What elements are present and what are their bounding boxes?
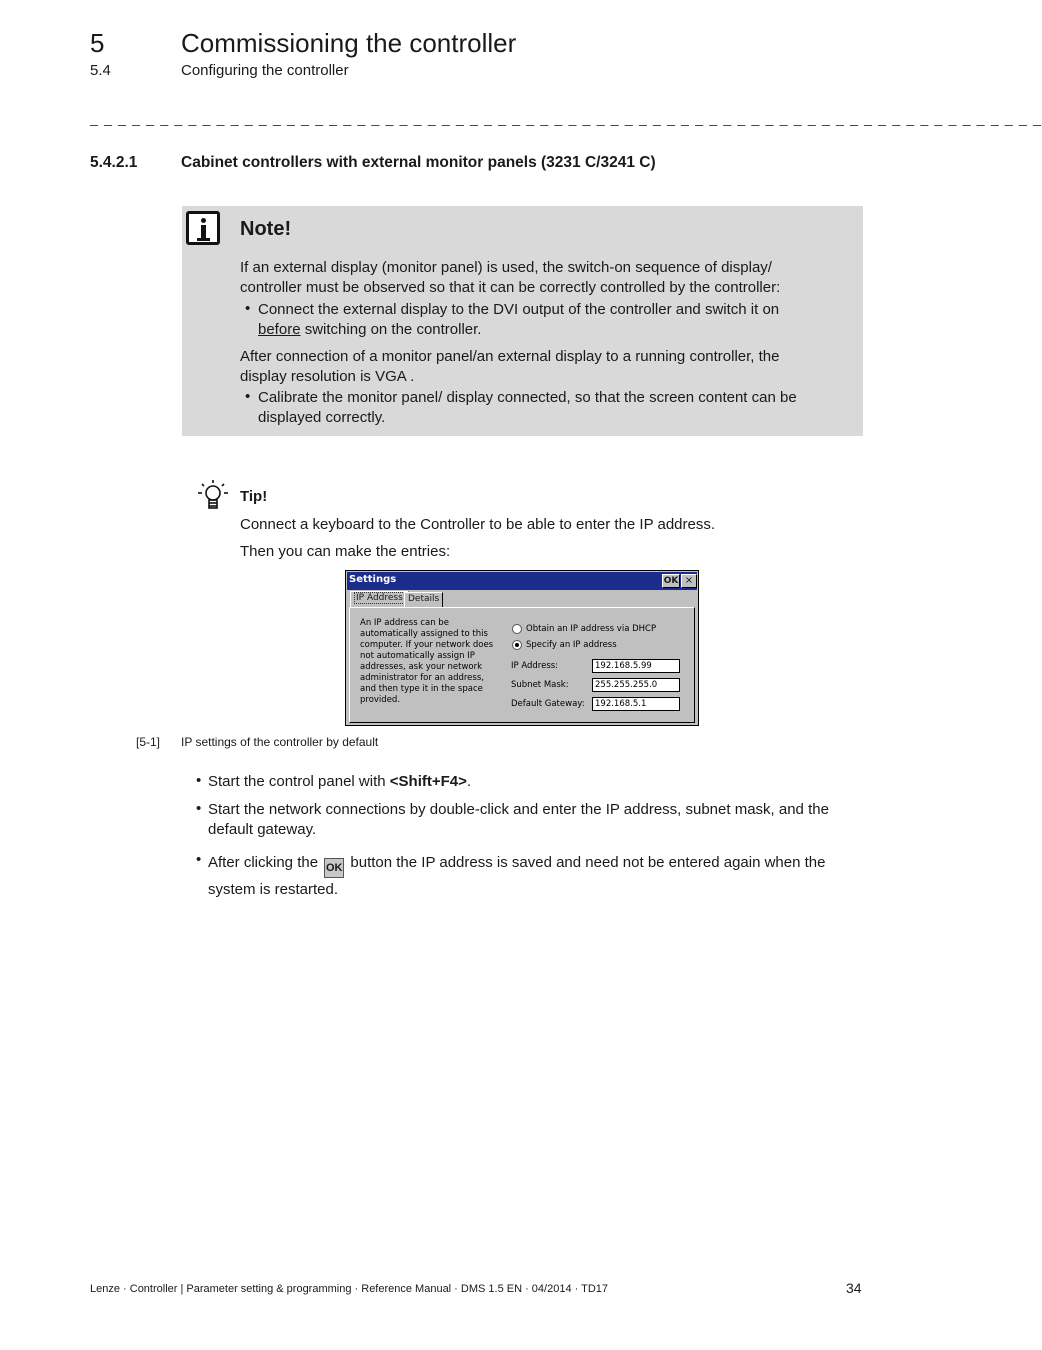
dialog-ok-button[interactable]: OK (663, 576, 679, 586)
section-title: Configuring the controller (181, 62, 349, 79)
page-number: 34 (846, 1280, 862, 1296)
note-bullet-1: Connect the external display to the DVI output of the controller and switch it on before switching on the controller. (258, 301, 780, 338)
chapter-title: Commissioning the controller (181, 28, 517, 58)
info-icon (186, 211, 220, 245)
radio-dhcp[interactable] (512, 624, 522, 634)
chapter-number: 5 (90, 28, 105, 58)
dialog-panel (349, 607, 695, 723)
inline-ok-button: OK (324, 858, 344, 878)
note-heading: Note! (240, 218, 292, 240)
ip-address-label: IP Address: (511, 661, 559, 671)
note-bullet-2-dot: • (245, 388, 251, 405)
default-gateway-label: Default Gateway: (511, 699, 585, 709)
subnet-mask-label: Subnet Mask: (511, 680, 569, 690)
tip-line-1: Connect a keyboard to the Controller to be able to enter the IP address. (240, 516, 716, 533)
shortcut-key: <Shift+F4> (389, 773, 467, 790)
default-gateway-field[interactable]: 192.168.5.1 (592, 697, 680, 711)
ip-address-field[interactable]: 192.168.5.99 (592, 659, 680, 673)
settings-dialog (345, 570, 699, 726)
note-bullet-2: Calibrate the monitor panel/ display connected, so that the screen content can be displayed correctly. (258, 389, 797, 426)
lightbulb-icon (196, 478, 230, 514)
step-3-dot: • (196, 851, 202, 868)
note-paragraph-1: If an external display (monitor panel) is used, the switch-on sequence of display/ controller must be observed so that it can be correctly controlled by the controller: (240, 259, 781, 296)
step-1: Start the control panel with <Shift+F4>. (208, 773, 472, 790)
radio-specify-label: Specify an IP address (526, 640, 617, 650)
step-2: Start the network connections by double-click and enter the IP address, subnet mask, and the default gateway. (208, 801, 829, 838)
underlined-before: before (258, 321, 301, 338)
note-paragraph-2: After connection of a monitor panel/an external display to a running controller, the display resolution is VGA . (240, 348, 780, 385)
subsection-number: 5.4.2.1 (90, 154, 138, 171)
dialog-title: Settings (349, 574, 397, 585)
tip-heading: Tip! (240, 488, 268, 505)
step-3: After clicking the OK button the IP address is saved and need not be entered again when the system is restarted. (208, 854, 826, 898)
radio-dhcp-label: Obtain an IP address via DHCP (526, 624, 657, 634)
radio-specify[interactable] (512, 640, 522, 650)
subnet-mask-field[interactable]: 255.255.255.0 (592, 678, 680, 692)
tab-details[interactable]: Details (404, 592, 443, 607)
section-number: 5.4 (90, 62, 111, 79)
dialog-title-bar (347, 572, 697, 590)
note-bullet-1-dot: • (245, 300, 251, 317)
header-rule: _ _ _ _ _ _ _ _ _ _ _ _ _ _ _ _ _ _ _ _ _ _ _ _ _ _ _ _ _ _ _ _ _ _ _ _ _ _ _ _ _ _ _ _ _ _ _ _ _ _ _ _ _ _ _ _ _ _ _ _ _ _ _ _ _ _ _ _ (90, 110, 1042, 126)
figure-caption: IP settings of the controller by default (181, 735, 379, 749)
tab-ip-address[interactable]: IP Address (350, 591, 409, 607)
dialog-close-button[interactable]: × (681, 574, 697, 588)
figure-number: [5-1] (136, 735, 161, 749)
step-1-dot: • (196, 772, 202, 789)
step-2-dot: • (196, 800, 202, 817)
subsection-title: Cabinet controllers with external monitor panels (3231 C/3241 C) (181, 154, 656, 171)
tip-line-2: Then you can make the entries: (240, 543, 451, 560)
footer-text: Lenze · Controller | Parameter setting & programming · Reference Manual · DMS 1.5 EN · 04/2014 · TD17 (90, 1283, 609, 1295)
dialog-description: An IP address can be automatically assigned to this computer. If your network does not automatically assign IP addresses, ask your network administrator for an address, and then type it in the space provided. (360, 618, 494, 705)
